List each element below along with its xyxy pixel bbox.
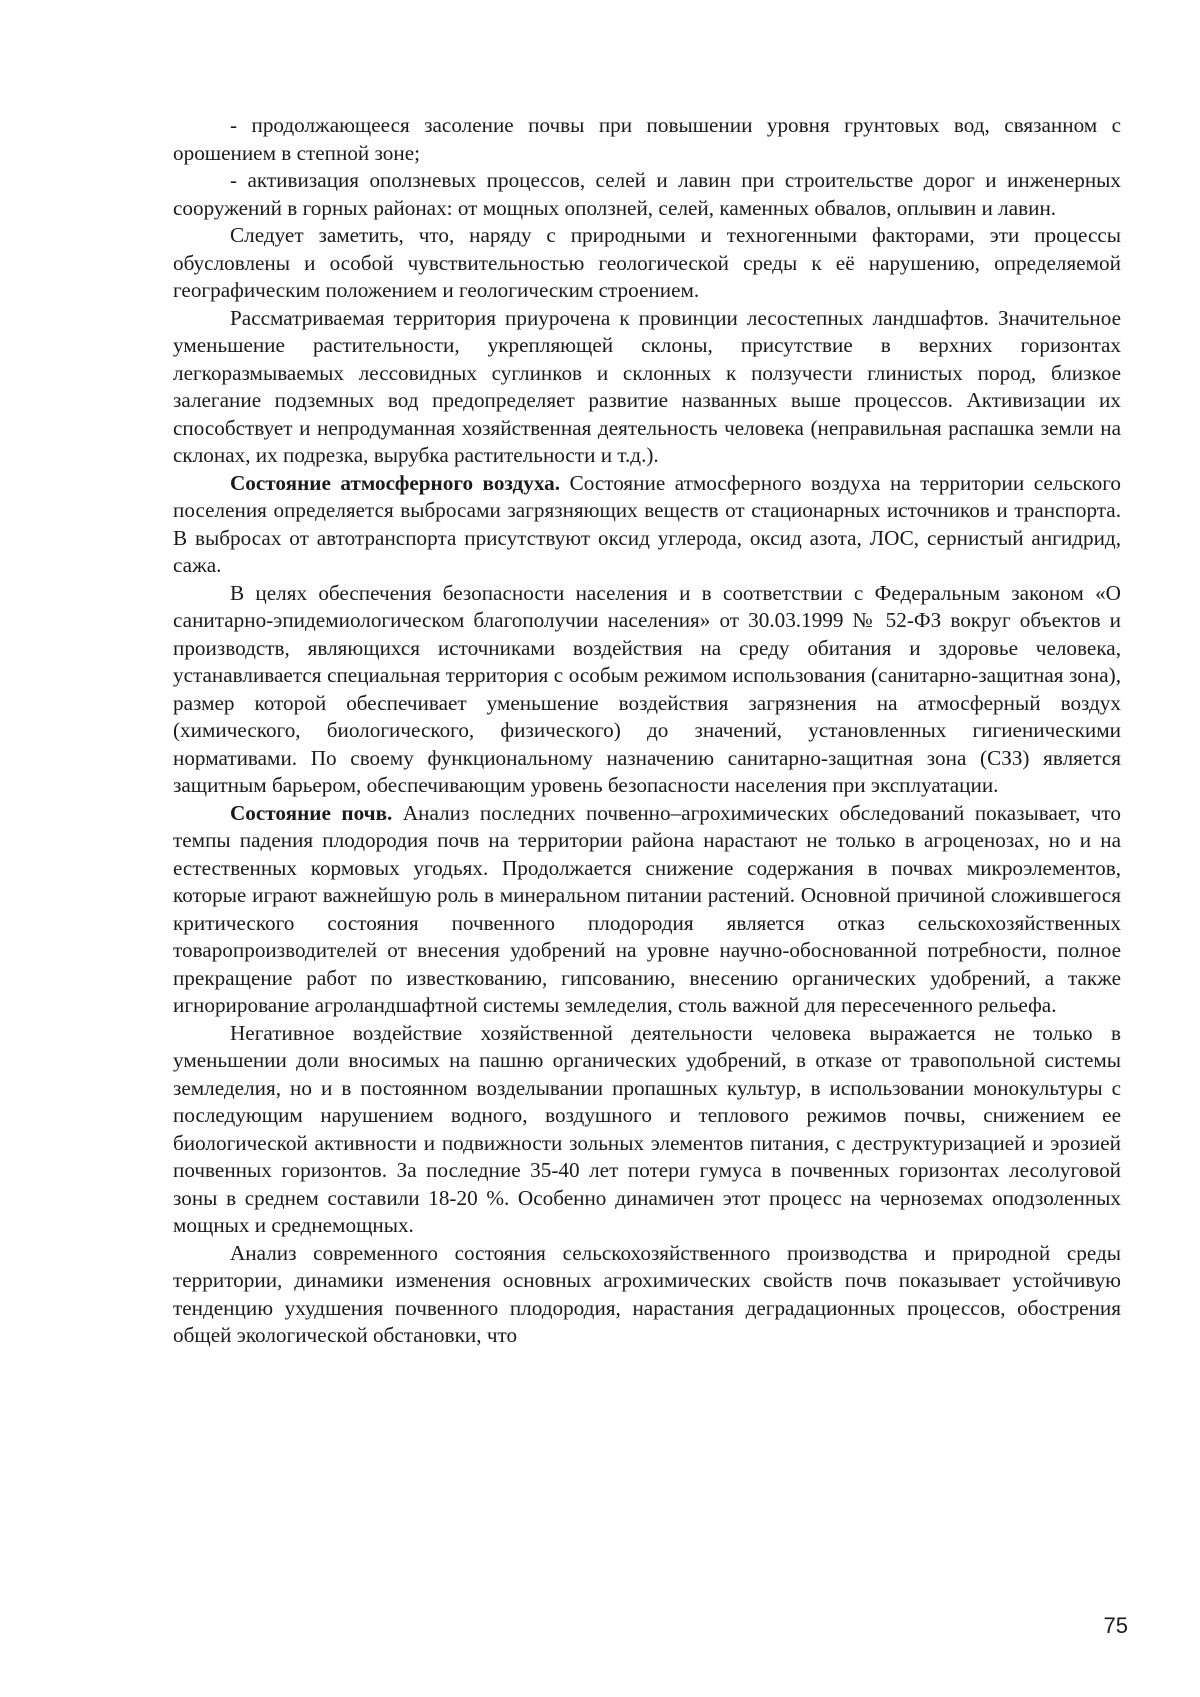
paragraph-sanitary-zone: В целях обеспечения безопасности населения и в соответствии с Федеральным законом «О санитарно-эпидемиологическом благополучии населения» от 30.03.1999 № 52-ФЗ вокруг объектов и производств, являющихся источниками воздействия на среду обитания и здоровье человека, устанавливается специальная территория с особым режимом использования (санитарно-защитная зона), размер которой обеспечивает уменьшение воздействия загрязнения на атмосферный воздух (химического, биологического, физического) до значений, установленных гигиеническими нормативами. По своему функциональному назначению санитарно-защитная зона (СЗЗ) является защитным барьером, обеспечивающим уровень безопасности населения при эксплуатации.	[173, 580, 1121, 797]
page-number: 75	[1103, 1613, 1128, 1638]
paragraph-analysis: Анализ современного состояния сельскохозяйственного производства и природной среды территории, динамики изменения основных агрохимических свойств почв показывает устойчивую тенденцию ухудшения почвенного плодородия, нарастания деградационных процессов, обострения общей экологической обстановки, что	[173, 1240, 1121, 1347]
paragraph-human-impact: Негативное воздействие хозяйственной деятельности человека выражается не только в уменьшении доли вносимых на пашню органических удобрений, в отказе от травопольной системы земледелия, но и в постоянном возделывании пропашных культур, в использовании монокультуры с последующим нарушением водного, воздушного и теплового режимов почвы, снижением ее биологической активности и подвижности зольных элементов питания, с деструктуризацией и эрозией почвенных горизонтов. За последние 35-40 лет потери гумуса в почвенных горизонтах лесолуговой зоны в среднем составили 18-20 %. Особенно динамичен этот процесс на черноземах оподзоленных мощных и среднемощных.	[173, 1020, 1121, 1237]
paragraph-landslides: - активизация оползневых процессов, селей и лавин при строительстве дорог и инженерных сооружений в горных районах: от мощных оползней, селей, каменных обвалов, оплывин и лавин.	[173, 168, 1121, 220]
section-lead-soil: Состояние почв.	[230, 800, 393, 825]
paragraph-soil-state: Состояние почв. Анализ последних почвенно–агрохимических обследований показывает, что темпы падения плодородия почв на территории района нарастают не только в агроценозах, но и на естественных кормовых угодьях. Продолжается снижение содержания в почвах микроэлементов, которые играют важнейшую роль в минеральном питании растений. Основной причиной сложившегося критического состояния почвенного плодородия является отказ сельскохозяйственных товаропроизводителей от внесения удобрений на уровне научно-обоснованной потребности, полное прекращение работ по известкованию, гипсованию, внесению органических удобрений, а также игнорирование агроландшафтной системы земледелия, столь важной для пересеченного рельефа.	[173, 800, 1121, 1017]
paragraph-geology-note: Следует заметить, что, наряду с природными и техногенными факторами, эти процессы обусловлены и особой чувствительностью геологической среды к её нарушению, определяемой географическим положением и геологическим строением.	[173, 223, 1121, 302]
paragraph-salinization: - продолжающееся засоление почвы при повышении уровня грунтовых вод, связанном с орошением в степной зоне;	[173, 113, 1121, 165]
body-text	[173, 112, 1121, 1350]
section-lead-air: Состояние атмосферного воздуха.	[230, 470, 561, 495]
paragraph-territory: Рассматриваемая территория приурочена к провинции лесостепных ландшафтов. Значительное уменьшение растительности, укрепляющей склоны, присутствие в верхних горизонтах легкоразмываемых лессовидных суглинков и склонных к ползучести глинистых пород, близкое залегание подземных вод предопределяет развитие названных выше процессов. Активизации их способствует и непродуманная хозяйственная деятельность человека (неправильная распашка земли на склонах, их подрезка, вырубка растительности и т.д.).	[173, 305, 1121, 467]
paragraph-air-quality: Состояние атмосферного воздуха. Состояние атмосферного воздуха на территории сельского поселения определяется выбросами загрязняющих веществ от стационарных источников и транспорта. В выбросах от автотранспорта присутствуют оксид углерода, оксид азота, ЛОС, сернистый ангидрид, сажа.	[173, 470, 1121, 577]
